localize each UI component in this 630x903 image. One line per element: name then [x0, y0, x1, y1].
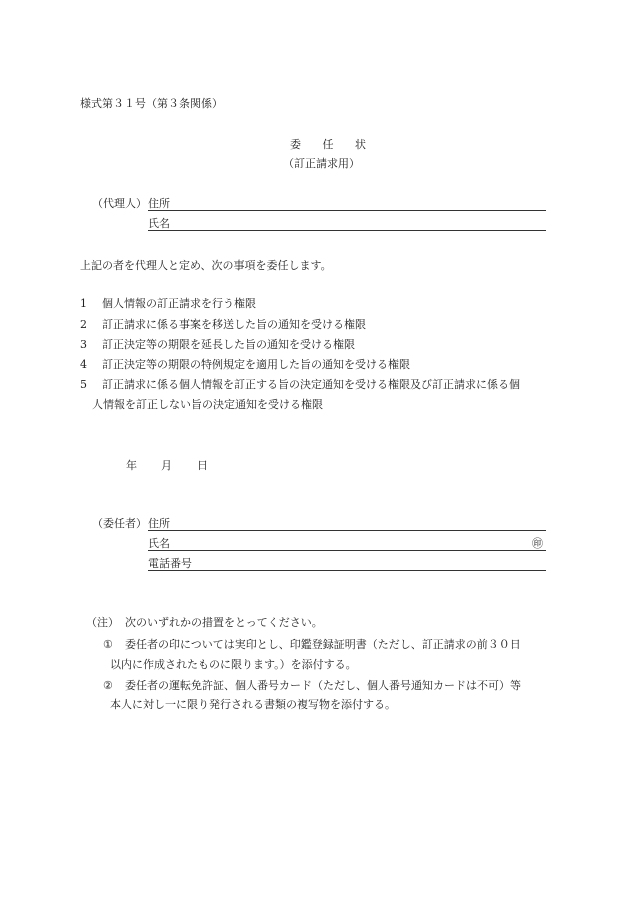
list-item: 個人情報の訂正請求を行う権限: [102, 297, 256, 310]
date-year-label[interactable]: 年: [126, 459, 137, 472]
note-text: 委任者の印については実印とし、印鑑登録証明書（ただし、訂正請求の前３０日: [125, 638, 521, 651]
note-mark: ①: [103, 638, 113, 651]
principal-name-field[interactable]: [148, 550, 546, 551]
list-item-number: 3: [80, 338, 87, 351]
principal-name-label: 氏名: [148, 537, 170, 550]
agent-address-field[interactable]: [148, 210, 546, 211]
delegation-statement: 上記の者を代理人と定め、次の事項を委任します。: [80, 259, 332, 272]
agent-label: （代理人）: [92, 197, 147, 210]
list-item-number: 4: [80, 358, 87, 371]
principal-address-label: 住所: [148, 517, 170, 530]
date-month-label[interactable]: 月: [161, 459, 172, 472]
seal-mark: ㊞: [532, 537, 543, 550]
agent-address-label: 住所: [148, 197, 170, 210]
note-text-cont: 本人に対し一に限り発行される書類の複写物を添付する。: [110, 698, 396, 711]
document-subtitle: （訂正請求用）: [283, 157, 360, 170]
agent-name-label: 氏名: [148, 217, 170, 230]
list-item: 訂正請求に係る事案を移送した旨の通知を受ける権限: [102, 318, 366, 331]
note-text: 委任者の運転免許証、個人番号カード（ただし、個人番号通知カードは不可）等: [125, 679, 521, 692]
form-number: 様式第３１号（第３条関係）: [80, 97, 223, 110]
list-item-number: 1: [80, 297, 87, 310]
principal-phone-field[interactable]: [148, 570, 546, 571]
principal-label: （委任者）: [92, 517, 147, 530]
notes-label: （注）: [86, 616, 119, 629]
list-item: 訂正決定等の期限の特例規定を適用した旨の通知を受ける権限: [102, 358, 410, 371]
list-item: 訂正決定等の期限を延長した旨の通知を受ける権限: [102, 338, 355, 351]
list-item: 訂正請求に係る個人情報を訂正する旨の決定通知を受ける権限及び訂正請求に係る個: [102, 378, 520, 391]
list-item-number: 2: [80, 318, 87, 331]
list-item-continuation: 人情報を訂正しない旨の決定通知を受ける権限: [92, 398, 323, 411]
principal-phone-label: 電話番号: [148, 557, 192, 570]
agent-name-field[interactable]: [148, 230, 546, 231]
date-day-label[interactable]: 日: [197, 459, 208, 472]
note-mark: ②: [103, 679, 113, 692]
document-title: 委 任 状: [290, 138, 375, 151]
notes-intro: 次のいずれかの措置をとってください。: [125, 616, 323, 629]
list-item-number: 5: [80, 378, 87, 391]
note-text-cont: 以内に作成されたものに限ります。）を添付する。: [110, 658, 357, 671]
principal-address-field[interactable]: [148, 530, 546, 531]
